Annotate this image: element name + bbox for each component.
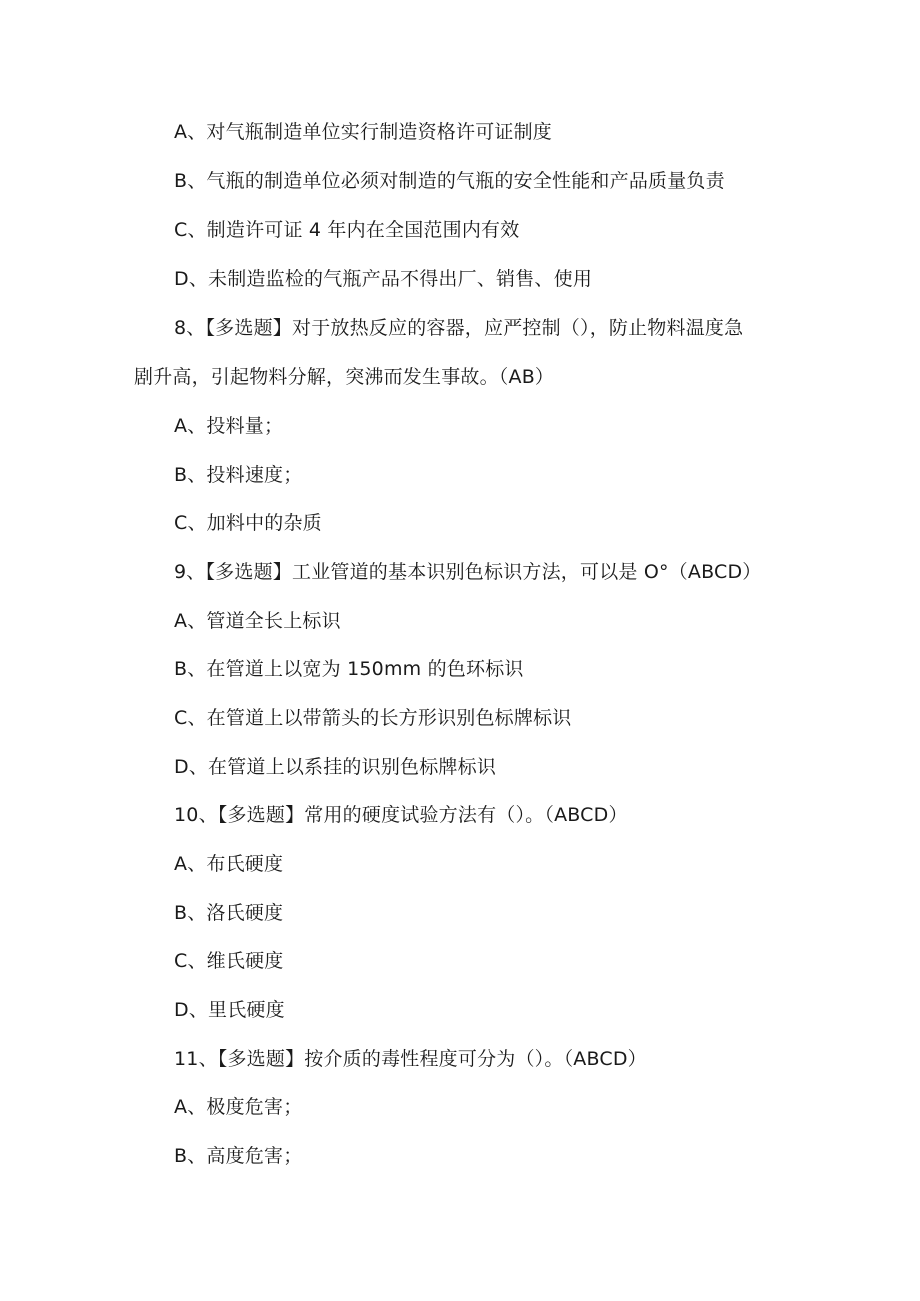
- q7-option-d: D、未制造监检的气瓶产品不得出厂、销售、使用: [174, 268, 593, 290]
- q11-option-b: B、高度危害；: [174, 1145, 303, 1167]
- q8-option-a: A、投料量；: [174, 415, 284, 437]
- q9-option-a: A、管道全长上标识: [174, 610, 341, 632]
- q8-option-b: B、投料速度；: [174, 464, 303, 486]
- q10-option-b: B、洛氏硬度: [174, 902, 284, 924]
- q8-option-c: C、加料中的杂质: [174, 512, 322, 534]
- q9-option-c: C、在管道上以带箭头的长方形识别色标牌标识: [174, 707, 572, 729]
- q10-option-a: A、布氏硬度: [174, 853, 284, 875]
- q9-question: 9、【多选题】工业管道的基本识别色标识方法，可以是 O°（ABCD）: [174, 561, 762, 583]
- q8-question: 8、【多选题】对于放热反应的容器，应严控制（），防止物料温度急: [174, 317, 744, 339]
- q11-question: 11、【多选题】按介质的毒性程度可分为（）。（ABCD）: [174, 1048, 647, 1070]
- q10-option-c: C、维氏硬度: [174, 950, 284, 972]
- q7-option-b: B、气瓶的制造单位必须对制造的气瓶的安全性能和产品质量负责: [174, 170, 725, 192]
- q7-option-c: C、制造许可证 4 年内在全国范围内有效: [174, 219, 520, 241]
- q10-option-d: D、里氏硬度: [174, 999, 285, 1021]
- q8-question-continued: 剧升高，引起物料分解，突沸而发生事故。（AB）: [134, 366, 555, 388]
- q11-option-a: A、极度危害；: [174, 1096, 303, 1118]
- q7-option-a: A、对气瓶制造单位实行制造资格许可证制度: [174, 121, 552, 143]
- q9-option-b: B、在管道上以宽为 150mm 的色环标识: [174, 658, 524, 680]
- q10-question: 10、【多选题】常用的硬度试验方法有（）。（ABCD）: [174, 804, 628, 826]
- q9-option-d: D、在管道上以系挂的识别色标牌标识: [174, 756, 497, 778]
